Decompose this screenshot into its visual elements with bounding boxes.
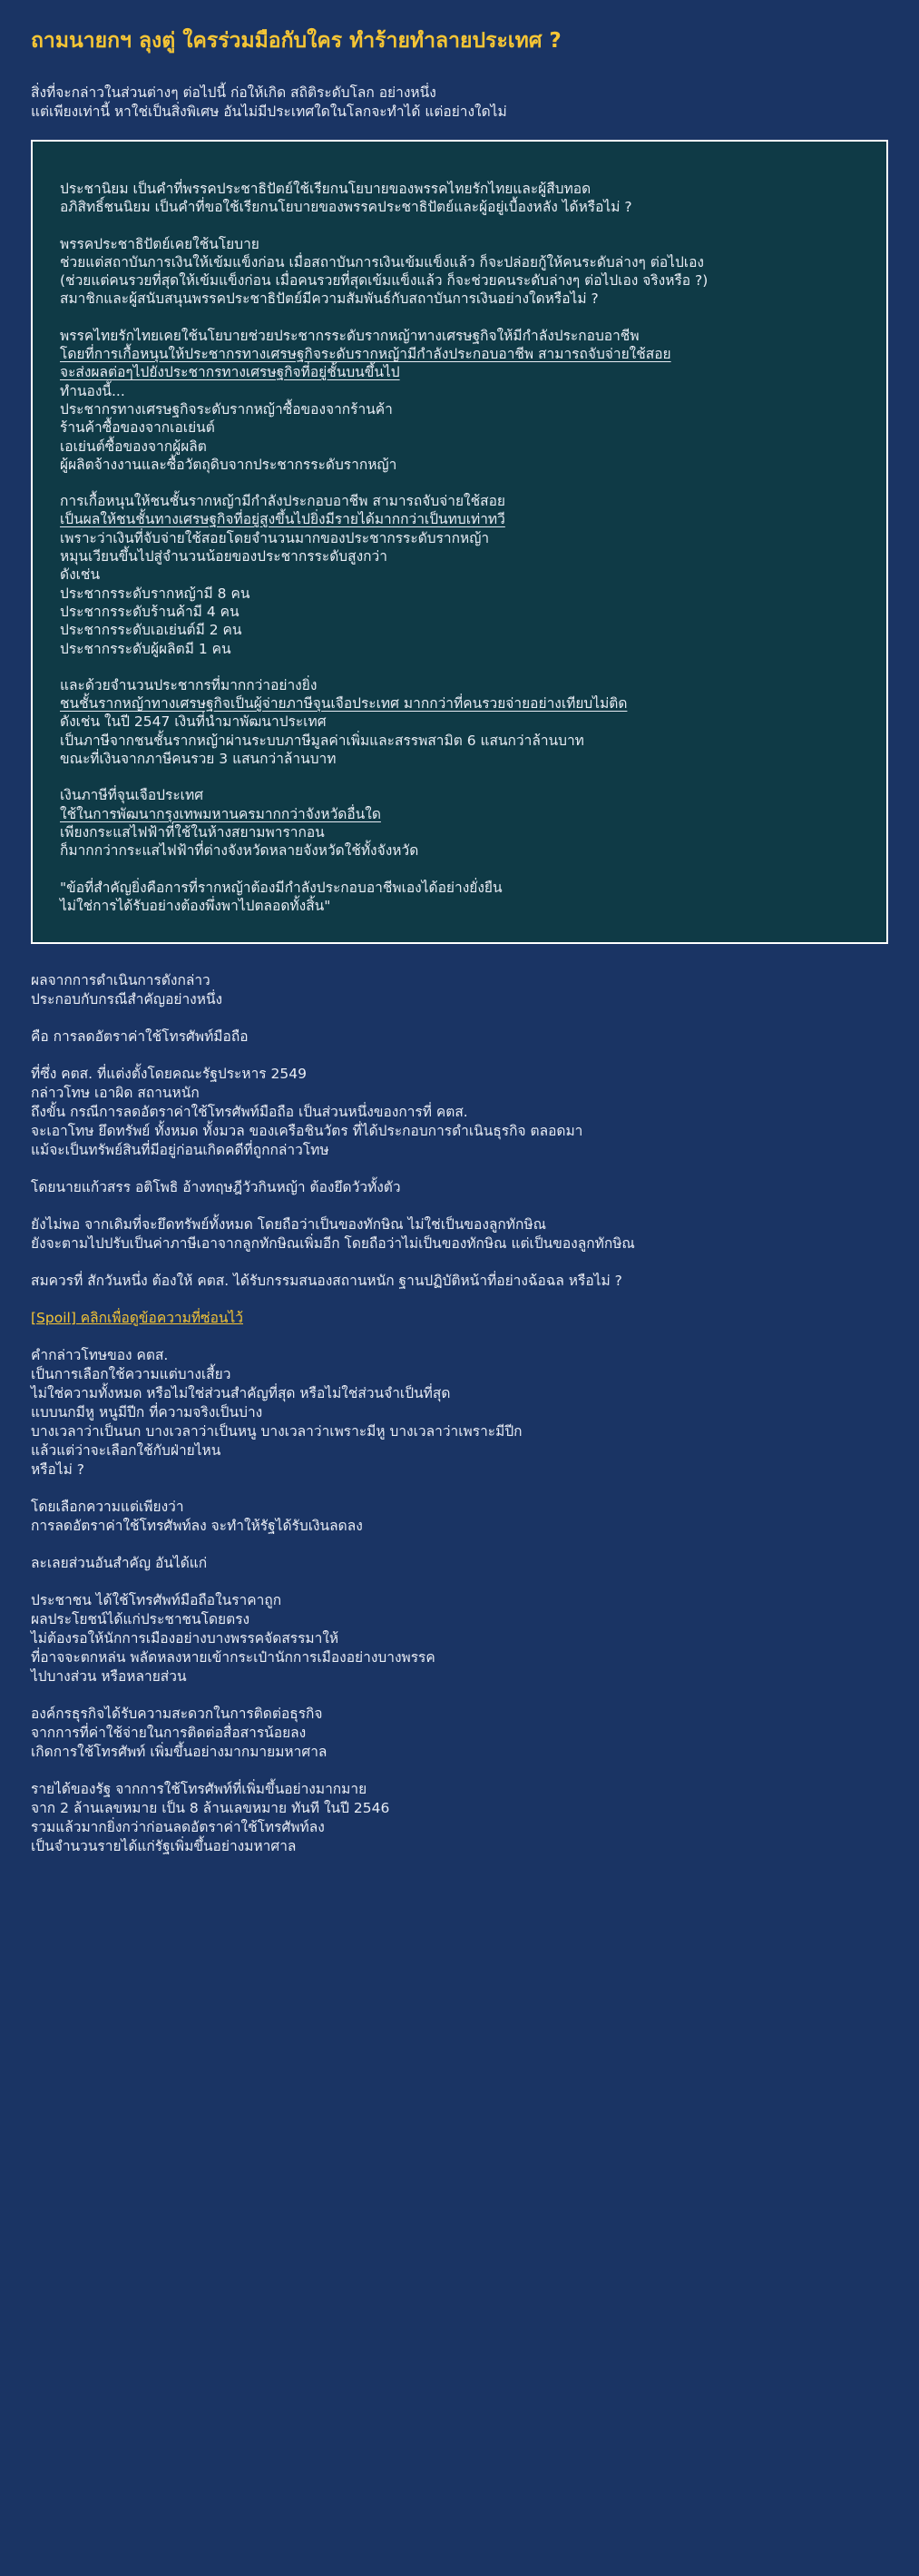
paragraph-gap: [31, 1160, 888, 1178]
quote-line: เป็นภาษีจากชนชั้นรากหญ้าผ่านระบบภาษีมูลค่าเพิ่มและสรรพสามิต 6 แสนกว่าล้านบาท: [60, 732, 584, 749]
paragraph-gap: [60, 658, 859, 676]
quote-line: ก็มากกว่ากระแสไฟฟ้าที่ต่างจังหวัดหลายจังหวัดใช้ทั้งจังหวัด: [60, 842, 419, 860]
body-line: จาก 2 ล้านเลขหมาย เป็น 8 ล้านเลขหมาย ทันที ในปี 2546: [31, 1800, 390, 1817]
paragraph-gap: [60, 768, 859, 786]
body-line: การลดอัตราค่าใช้โทรศัพท์ลง จะทำให้รัฐได้รับเงินลดลง: [31, 1518, 363, 1535]
intro-text: [31, 84, 888, 122]
quote-line: ดังเช่น: [60, 566, 101, 584]
paragraph-gap: [31, 1762, 888, 1780]
quote-line: "ข้อที่สำคัญยิ่งคือการที่รากหญ้าต้องมีกำลังประกอบอาชีพเองได้อย่างยั่งยืน: [60, 879, 503, 896]
paragraph-gap: [31, 1856, 888, 1874]
quote-line: ขณะที่เงินจากภาษีคนรวย 3 แสนกว่าล้านบาท: [60, 751, 337, 768]
paragraph-gap: [31, 1047, 888, 1065]
underlined-text: เป็นผลให้ชนชั้นทางเศรษฐกิจที่อยู่สูงขึ้นไปยิ่งมีรายได้มากกว่าเป็นทบเท่าทวี: [60, 511, 505, 528]
quote-line: ทำนองนี้...: [60, 382, 125, 399]
paragraph-gap: [60, 474, 859, 492]
body-line: ที่ซึ่ง คตส. ที่แต่งตั้งโดยคณะรัฐประหาร 2549: [31, 1066, 307, 1083]
post-body: [31, 971, 888, 1874]
quote-line-underlined: [60, 805, 859, 823]
body-line: โดยนายแก้วสรร อติโพธิ อ้างทฤษฎีวัวกินหญ้า ต้องยึดวัวทั้งตัว: [31, 1179, 401, 1196]
body-line: ผลจากการดำเนินการดังกล่าว: [31, 972, 210, 989]
quote-line: (ช่วยแต่คนรวยที่สุดให้เข้มแข็งก่อน เมื่อคนรวยที่สุดเข้มแข็งแล้ว ก็จะช่วยคนระดับล่างๆ ต่อไปเอง จริงหรือ ?): [60, 272, 709, 290]
body-line: เกิดการใช้โทรศัพท์ เพิ่มขึ้นอย่างมากมายมหาศาล: [31, 1744, 328, 1761]
quote-box: [31, 140, 888, 944]
quote-line: ประชากรระดับร้านค้ามี 4 คน: [60, 603, 240, 620]
body-line: ไม่ใช่ความทั้งหมด หรือไม่ใช่ส่วนสำคัญที่สุด หรือไม่ใช่ส่วนจำเป็นที่สุด: [31, 1385, 451, 1402]
quote-line: สมาชิกและผู้สนับสนุนพรรคประชาธิปัตย์มีความสัมพันธ์กับสถาบันการเงินอย่างใดหรือไม่ ?: [60, 290, 599, 308]
quote-line: เพียงกระแสไฟฟ้าที่ใช้ในห้างสยามพารากอน: [60, 823, 325, 841]
quote-line: อภิสิทธิ์ชนนิยม เป็นคำที่ขอใช้เรียกนโยบายของพรรคประชาธิปัตย์และผู้อยู่เบื้องหลัง ได้หรือไม่ ?: [60, 199, 632, 216]
body-line: ยังจะตามไปปรับเป็นค่าภาษีเอาจากลูกทักษิณเพิ่มอีก โดยถือว่าไม่เป็นของทักษิณ แต่เป็นของลูกทักษิณ: [31, 1235, 635, 1253]
body-line: ผลประโยชน์ได้แก่ประชาชนโดยตรง: [31, 1611, 250, 1628]
quote-line: ดังเช่น ในปี 2547 เงินที่นำมาพัฒนาประเทศ: [60, 713, 327, 731]
intro-line: สิ่งที่จะกล่าวในส่วนต่างๆ ต่อไปนี้ ก่อให้เกิด สถิติระดับโลก อย่างหนึ่ง: [31, 84, 436, 101]
body-line: คำกล่าวโทษของ คตส.: [31, 1347, 169, 1364]
body-line: จะเอาโทษ ยึดทรัพย์ ทั้งหมด ทั้งมวล ของเครือชินวัตร ที่ได้ประกอบการดำเนินธุรกิจ ตลอดมา: [31, 1123, 583, 1140]
quote-line: ช่วยแต่สถาบันการเงินให้เข้มแข็งก่อน เมื่อสถาบันการเงินเข้มแข็งแล้ว ก็จะปล่อยกู้ให้คนระดับล่างๆ ต่อไปเอง: [60, 253, 704, 270]
quote-line: ประชากรระดับรากหญ้ามี 8 คน: [60, 585, 250, 602]
paragraph-gap: [31, 1686, 888, 1705]
quote-line-underlined: [60, 510, 859, 528]
quote-line: พรรคประชาธิปัตย์เคยใช้นโยบาย: [60, 235, 259, 252]
spoiler-row: [31, 1309, 888, 1328]
body-line: บางเวลาว่าเป็นนก บางเวลาว่าเป็นหนู บางเวลาว่าเพราะมีหู บางเวลาว่าเพราะมีปีก: [31, 1423, 523, 1440]
paragraph-gap: [31, 1328, 888, 1346]
body-line: ประกอบกับกรณีสำคัญอย่างหนึ่ง: [31, 991, 223, 1008]
quote-line: พรรคไทยรักไทยเคยใช้นโยบายช่วยประชากรระดับรากหญ้าทางเศรษฐกิจให้มีกำลังประกอบอาชีพ: [60, 327, 640, 344]
underlined-text: โดยที่การเกื้อหนุนให้ประชากรทางเศรษฐกิจระดับรากหญ้ามีกำลังประกอบอาชีพ สามารถจับจ่ายใช้สอย: [60, 346, 671, 363]
body-line: เป็นจำนวนรายได้แก่รัฐเพิ่มขึ้นอย่างมหาศาล: [31, 1838, 297, 1855]
body-line: จากการที่ค่าใช้จ่ายในการติดต่อสื่อสารน้อยลง: [31, 1725, 307, 1742]
body-line: เป็นการเลือกใช้ความแต่บางเสี้ยว: [31, 1366, 231, 1383]
quote-line-underlined: [60, 694, 859, 713]
body-line: ละเลยส่วนอันสำคัญ อันได้แก่: [31, 1555, 208, 1572]
body-line: ยังไม่พอ จากเดิมที่จะยึดทรัพย์ทั้งหมด โดยถือว่าเป็นของทักษิณ ไม่ใช่เป็นของลูกทักษิณ: [31, 1216, 546, 1234]
quote-line: ไม่ใช่การได้รับอย่างต้องพึ่งพาไปตลอดทั้งสิ้น": [60, 897, 331, 914]
body-line: ที่อาจจะตกหล่น พลัดหลงหายเข้ากระเป๋านักการเมืองอย่างบางพรรค: [31, 1649, 435, 1667]
paragraph-gap: [60, 860, 859, 879]
paragraph-gap: [31, 1009, 888, 1027]
underlined-text: จะส่งผลต่อๆไปยังประชากรทางเศรษฐกิจที่อยู่ชั้นบนขึ้นไป: [60, 364, 400, 381]
body-line: ไม่ต้องรอให้นักการเมืองอย่างบางพรรคจัดสรรมาให้: [31, 1630, 339, 1647]
quote-line: ประชากรทางเศรษฐกิจระดับรากหญ้าซื้อของจากร้านค้า: [60, 400, 393, 418]
quote-line: เงินภาษีที่จุนเจือประเทศ: [60, 787, 204, 804]
body-line: ไปบางส่วน หรือหลายส่วน: [31, 1668, 187, 1686]
quote-line: ประชากรระดับผู้ผลิตมี 1 คน: [60, 640, 231, 657]
body-line: แม้จะเป็นทรัพย์สินที่มีอยู่ก่อนเกิดคดีที่ถูกกล่าวโทษ: [31, 1142, 329, 1159]
body-line: หรือไม่ ?: [31, 1461, 85, 1479]
quote-line-underlined: [60, 363, 859, 381]
body-line: โดยเลือกความแต่เพียงว่า: [31, 1499, 184, 1516]
body-line: แล้วแต่ว่าจะเลือกใช้กับฝ่ายไหน: [31, 1442, 221, 1460]
body-line: สมควรที่ สักวันหนึ่ง ต้องให้ คตส. ได้รับกรรมสนองสถานหนัก ฐานปฏิบัติหน้าที่อย่างฉ้อฉล หรือไม่ ?: [31, 1273, 622, 1290]
quote-line: เพราะว่าเงินที่จับจ่ายใช้สอยโดยจำนวนมากของประชากรระดับรากหญ้า: [60, 529, 490, 546]
quote-line: การเกื้อหนุนให้ชนชั้นรากหญ้ามีกำลังประกอบอาชีพ สามารถจับจ่ายใช้สอย: [60, 493, 505, 510]
body-line: แบบนกมีหู หนูมีปีก ที่ความจริงเป็นบ่าง: [31, 1404, 263, 1421]
quote-line: ร้านค้าซื้อของจากเอเย่นต์: [60, 419, 215, 437]
body-line: รวมแล้วมากยิ่งกว่าก่อนลดอัตราค่าใช้โทรศัพท์ลง: [31, 1819, 325, 1836]
post-title: ถามนายกฯ ลุงตู่ ใครร่วมมือกับใคร ทำร้ายทำลายประเทศ ?: [31, 29, 562, 53]
quote-line: และด้วยจำนวนประชากรที่มากกว่าอย่างยิ่ง: [60, 676, 318, 693]
paragraph-gap: [60, 309, 859, 327]
paragraph-gap: [31, 1480, 888, 1498]
underlined-text: ชนชั้นรากหญ้าทางเศรษฐกิจเป็นผู้จ่ายภาษีจุนเจือประเทศ มากกว่าที่คนรวยจ่ายอย่างเทียบไม่ติด: [60, 695, 628, 713]
paragraph-gap: [31, 1197, 888, 1215]
body-line: กล่าวโทษ เอาผิด สถานหนัก: [31, 1085, 200, 1102]
quote-line: ประชานิยม เป็นคำที่พรรคประชาธิปัตย์ใช้เรียกนโยบายของพรรคไทยรักไทยและผู้สืบทอด: [60, 181, 591, 197]
quote-line-underlined: [60, 345, 859, 363]
paragraph-gap: [31, 1291, 888, 1309]
body-line: รายได้ของรัฐ จากการใช้โทรศัพท์ที่เพิ่มขึ้นอย่างมากมาย: [31, 1781, 367, 1798]
body-line: องค์กรธุรกิจได้รับความสะดวกในการติดต่อธุรกิจ: [31, 1706, 323, 1723]
paragraph-gap: [31, 1536, 888, 1554]
body-line: คือ การลดอัตราค่าใช้โทรศัพท์มือถือ: [31, 1028, 249, 1046]
quote-line: เอเย่นต์ซื้อของจากผู้ผลิต: [60, 438, 207, 455]
quote-line: ผู้ผลิตจ้างงานและซื้อวัตถุดิบจากประชากรระดับรากหญ้า: [60, 456, 397, 473]
intro-line: แต่เพียงเท่านี้ หาใช่เป็นสิ่งพิเศษ อันไม่มีประเทศใดในโลกจะทำได้ แต่อย่างใดไม่: [31, 103, 507, 120]
paragraph-gap: [31, 1573, 888, 1591]
underlined-text: ใช้ในการพัฒนากรุงเทพมหานครมากกว่าจังหวัดอื่นใด: [60, 805, 381, 822]
quote-line: ประชากรระดับเอเย่นต์มี 2 คน: [60, 622, 242, 639]
quote-line: หมุนเวียนขึ้นไปสู่จำนวนน้อยของประชากรระดับสูงกว่า: [60, 548, 387, 565]
paragraph-gap: [60, 217, 859, 235]
spoiler-link[interactable]: [Spoil] คลิกเพื่อดูข้อความที่ซ่อนไว้: [31, 1310, 243, 1327]
paragraph-gap: [31, 1254, 888, 1272]
body-line: ประชาชน ได้ใช้โทรศัพท์มือถือในราคาถูก: [31, 1592, 282, 1609]
body-line: ถึงขั้น กรณีการลดอัตราค่าใช้โทรศัพท์มือถือ เป็นส่วนหนึ่งของการที่ คตส.: [31, 1104, 468, 1121]
